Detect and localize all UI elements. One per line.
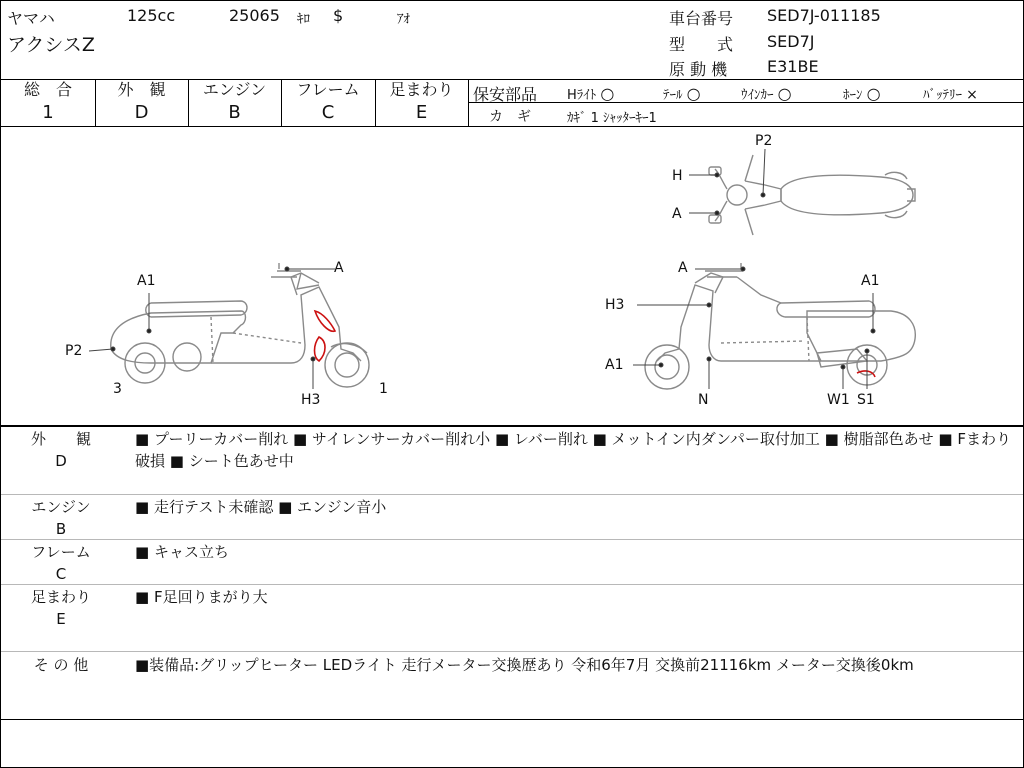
engine-model-label: 原 動 機 (669, 60, 728, 79)
grade-engine (188, 80, 281, 124)
grade-label: 足まわり (389, 80, 454, 99)
section-divider (1, 651, 1023, 652)
status-circle-icon: ○ (777, 84, 792, 103)
model-type-label: 型 式 (669, 35, 734, 54)
diagram-label: N (698, 392, 709, 408)
frame-number-label: 車台番号 (669, 9, 734, 28)
safety-item-headlight: Hﾗｲﾄ ○ (567, 84, 615, 103)
diagram-label: 3 (113, 381, 122, 397)
section-label-engine: エンジン B (31, 498, 91, 538)
section-label-exterior: 外 観 D (30, 430, 91, 470)
grade-value: B (228, 102, 241, 123)
diagram-label: A (678, 260, 688, 276)
safety-parts-label: 保安部品 (473, 85, 538, 104)
diagram-label: A1 (137, 273, 156, 289)
diagram-label: W1 (827, 392, 850, 408)
grade-frame (281, 80, 375, 124)
diagram-label: A (672, 206, 682, 222)
diagram-label: P2 (755, 133, 773, 149)
section-text-engine: ■ 走行テスト未確認 ■ エンジン音小 (135, 498, 387, 516)
section-divider (1, 494, 1023, 495)
displacement: 125cc (127, 6, 176, 25)
grade-exterior (95, 80, 188, 124)
section-divider (1, 584, 1023, 585)
grade-value: 1 (42, 102, 54, 123)
section-text-frame: ■ キャス立ち (135, 543, 229, 561)
engine-model-value: E31BE (767, 57, 819, 76)
diagram-label: A1 (861, 273, 880, 289)
safety-item-battery: ﾊﾞｯﾃﾘｰ × (923, 87, 978, 103)
section-divider (1, 539, 1023, 540)
section-text-exterior: ■ プーリーカバー削れ ■ サイレンサーカバー削れ小 ■ レバー削れ ■ メットイン内ダンパー取付加工 ■ 樹脂部色あせ ■ Fまわり破損 ■ シート色あせ中 (135, 430, 1011, 470)
safety-item-tail: ﾃｰﾙ ○ (663, 84, 701, 103)
grade-value: C (321, 102, 335, 123)
status-circle-icon: ○ (600, 84, 615, 103)
status-cross-icon: × (966, 87, 978, 103)
section-label-other: そ の 他 (33, 656, 89, 674)
grade-value: D (134, 102, 149, 123)
diagram-label: A1 (605, 357, 624, 373)
section-text-other: ■装備品:グリップヒーター LEDライト 走行メーター交換歴あり 令和6年7月 交換前21116km メーター交換後0km (135, 656, 914, 674)
safety-item-horn: ﾎｰﾝ ○ (843, 84, 881, 103)
grade-label: エンジン (202, 80, 267, 99)
grade-suspension (375, 80, 468, 124)
status-circle-icon: ○ (866, 84, 881, 103)
scooter-top-view (709, 155, 915, 235)
currency-mark: $ (333, 6, 344, 25)
section-text-suspension: ■ F足回りまがり大 (135, 588, 268, 606)
diagram-label: H3 (605, 297, 625, 313)
maker: ヤマハ (7, 9, 55, 28)
diagram-label: A (334, 260, 344, 276)
frame-number-value: SED7J-011185 (767, 6, 881, 25)
diagram-label: H3 (301, 392, 321, 408)
section-label-frame: フレーム C (31, 543, 91, 583)
grade-overall (1, 80, 95, 124)
key-label: カ ギ (489, 109, 531, 125)
footer-divider (1, 719, 1023, 720)
model-name: アクシスZ (7, 34, 95, 56)
status-circle-icon: ○ (686, 84, 701, 103)
section-label-suspension: 足まわり E (30, 588, 91, 628)
damage-marks (315, 311, 876, 377)
diagram-label: H (672, 168, 683, 184)
grade-value: E (415, 102, 428, 123)
mileage: 25065 (229, 6, 280, 25)
key-value: ｶｷﾞ 1 ｼｬｯﾀｰｷｰ1 (567, 111, 657, 126)
grade-label: フレーム (296, 80, 360, 99)
color-code: ｱｵ (397, 12, 410, 27)
safety-item-winker: ｳｲﾝｶｰ ○ (741, 84, 792, 103)
model-type-value: SED7J (767, 32, 815, 51)
diagram-bottom-divider (1, 425, 1023, 427)
diagram-label: P2 (65, 343, 83, 359)
grade-label: 外 観 (117, 80, 166, 99)
diagram-label: 1 (379, 381, 388, 397)
diagram-label: S1 (857, 392, 875, 408)
mileage-unit: ｷﾛ (297, 12, 310, 27)
grade-label: 総 合 (23, 80, 72, 99)
